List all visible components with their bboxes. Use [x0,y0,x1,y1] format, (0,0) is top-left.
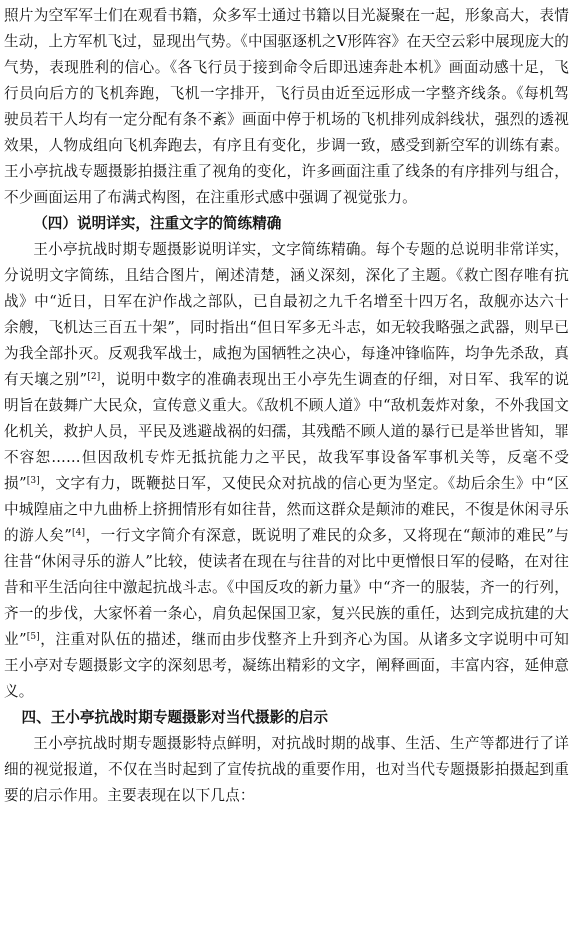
paragraph-captions-part1: 王小亭抗战时期专题摄影说明详实，文字简练精确。每个专题的总说明非常详实，分说明文字简练，且结合图片，阐述清楚，涵义深刻，深化了主题。《救亡图存唯有抗战》中“近日，日军在沪作战之部队，已自最初之九千名增至十四万名，敌舰亦达六十余艘，飞机达三百五十架”，同时指出“但日军多无斗志，如无较我略强之武器，则早已为我全部扑灭。反观我军战士，咸抱为国牺牲之决心，每逢冲锋临阵，均争先杀敌，真有天壤之别” [4,241,569,388]
paragraph-implications: 王小亭抗战时期专题摄影特点鲜明，对抗战时期的战事、生活、生产等都进行了详细的视觉报道，不仅在当时起到了宣传抗战的重要作用，也对当代专题摄影拍摄起到重要的启示作用。主要表现在以下几点： [4,735,569,804]
section-heading-implications: 四、王小亭抗战时期专题摄影对当代摄影的启示 [21,709,328,726]
citation-3: [3] [26,476,40,486]
paragraph-captions [4,237,569,705]
paragraph-captions-part3: ，文字有力，既鞭挞日军，又使民众对抗战的信心更为坚定。《劫后余生》中“区中城隍庙之中九曲桥上挤拥情形有如往昔，然而这群众是颠沛的难民，不復是休闲寻乐的游人矣” [4,475,569,544]
section-heading-captions: （四）说明详实，注重文字的简练精确 [33,215,282,232]
citation-5: [5] [26,632,40,642]
paragraph-captions-part2: ，说明中数字的准确表现出王小亭先生调查的仔细，对日军、我军的说明旨在鼓舞广大民众，宣传意义重大。《敌机不顾人道》中“敌机轰炸对象，不外我国文化机关，救护人员，平民及逃避战祸的妇孺，其残酷不顾人道的暴行已是举世皆知，罪不容恕……但因敌机专炸无抵抗能力之平民，故我军事设备军事机关等，反毫不受损” [4,371,569,492]
citation-4: [4] [71,528,86,538]
paragraph-composition: 照片为空军军士们在观看书籍，众多军士通过书籍以目光凝聚在一起，形象高大，表情生动，上方军机飞过，显现出气势。《中国驱逐机之V形阵容》在天空云彩中展现庞大的气势，表现胜利的信心。《各飞行员于接到命令后即迅速奔赴本机》画面动感十足，飞行员向后方的飞机奔跑，飞机一字排开，飞行员由近至远形成一字整齐线条。《每机驾驶员若干人均有一定分配有条不紊》画面中停于机场的飞机排列成斜线状，强烈的透视效果，人物成组向飞机奔跑去，有序且有变化，步调一致，感受到新空军的训练有素。王小亭抗战专题摄影拍摄注重了视角的变化，许多画面注重了线条的有序排列与组合，不少画面运用了布满式构图，在注重形式感中强调了视觉张力。 [4,7,569,206]
paragraph-captions-part5: ，注重对队伍的描述，继而由步伐整齐上升到齐心为国。从诸多文字说明中可知王小亭对专题摄影文字的深刻思考，凝练出精彩的文字，阐释画面，丰富内容，延伸意义。 [4,631,569,700]
paragraph-captions-part4: ，一行文字简介有深意，既说明了难民的众多，又将现在“颠沛的难民”与往昔“休闲寻乐的游人”比较，使读者在现在与往昔的对比中更憎恨日军的侵略，在对往昔和平生活向往中激起抗战斗志。《中国反攻的新力量》中“齐一的服装，齐一的行列，齐一的步伐，大家怀着一条心，肩负起保国卫家，复兴民族的重任，达到完成抗建的大业” [4,527,569,648]
citation-2: [2] [87,372,101,382]
